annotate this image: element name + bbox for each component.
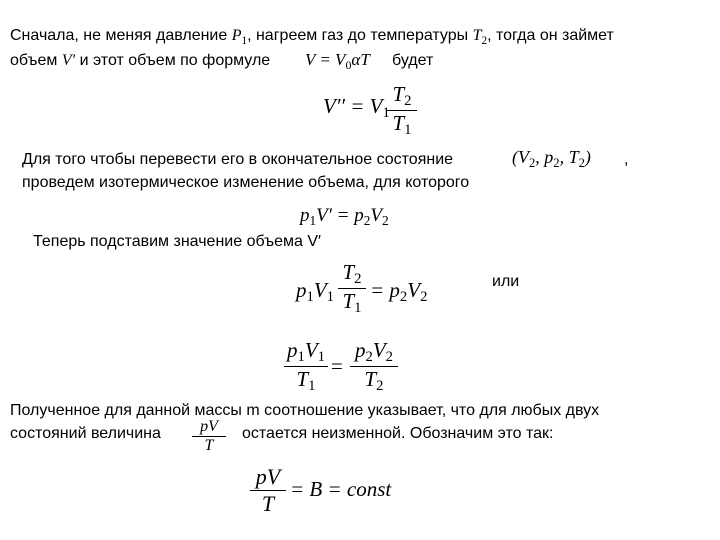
text: объем (10, 52, 62, 69)
denominator: $T_1$ (387, 110, 417, 139)
denominator: T (250, 490, 286, 517)
or-word: или (492, 273, 520, 290)
pressure-symbol: $P_1$ (231, 27, 248, 47)
equation-1-lhs: $V'' = V_1$ (323, 94, 390, 121)
inline-fraction (192, 418, 226, 455)
numerator: $p_1V_1$ (286, 338, 325, 365)
equation-3-fraction (338, 260, 366, 317)
equation-5-fraction (250, 464, 286, 517)
text: и этот объем по формуле (75, 52, 271, 69)
denominator: $T_1$ (284, 366, 328, 395)
final-state: ($V_2$, $p_2$, $T_2$) (512, 147, 591, 170)
numerator: $T_2$ (342, 260, 362, 287)
paragraph-4-line-1: Полученное для данной массы m соотношение указывает, что для любых двух (10, 402, 600, 419)
paragraph-2-line-2: проведем изотермическое изменение объема, для которого (22, 174, 470, 191)
text: будет (392, 52, 434, 69)
numerator: pV (200, 418, 218, 435)
paragraph-3: Теперь подставим значение объема V′ (33, 233, 322, 250)
volume-symbol: V′ (61, 52, 76, 69)
denominator: $T_2$ (350, 366, 398, 395)
equation-2: $p_1V' = p_2V_2$ (300, 205, 389, 228)
paragraph-1-line-1 (10, 26, 614, 51)
comma: , (624, 151, 629, 168)
denominator: T (192, 436, 226, 455)
equation-4-left-fraction (284, 338, 328, 395)
denominator: $T_1$ (338, 288, 366, 317)
paragraph-4-line-2b: остается неизменной. Обозначим это так: (242, 425, 554, 442)
numerator: $T_2$ (392, 82, 412, 109)
formula-inline: $V = V_0\alpha T$ (305, 50, 370, 72)
equation-1-fraction (387, 82, 417, 139)
equation-3-rhs: = $p_2V_2$ (370, 278, 428, 305)
equation-4-right-fraction (350, 338, 398, 395)
text: , тогда он займет (487, 27, 614, 44)
text: Сначала, не меняя давление (10, 27, 232, 44)
equation-3-lhs: $p_1V_1$ (296, 278, 335, 305)
paragraph-2-line-1: Для того чтобы перевести его в окончательное состояние (22, 151, 454, 168)
text: , нагреем газ до температуры (247, 27, 473, 44)
equals-sign: = (331, 354, 343, 378)
paragraph-1-line-2 (10, 51, 270, 70)
numerator: pV (255, 464, 281, 489)
numerator: $p_2V_2$ (354, 338, 393, 365)
paragraph-4-line-2a: состояний величина (10, 425, 161, 442)
temperature-symbol: $T_2$ (472, 27, 488, 47)
equation-5-rhs: = B = const (290, 477, 392, 501)
